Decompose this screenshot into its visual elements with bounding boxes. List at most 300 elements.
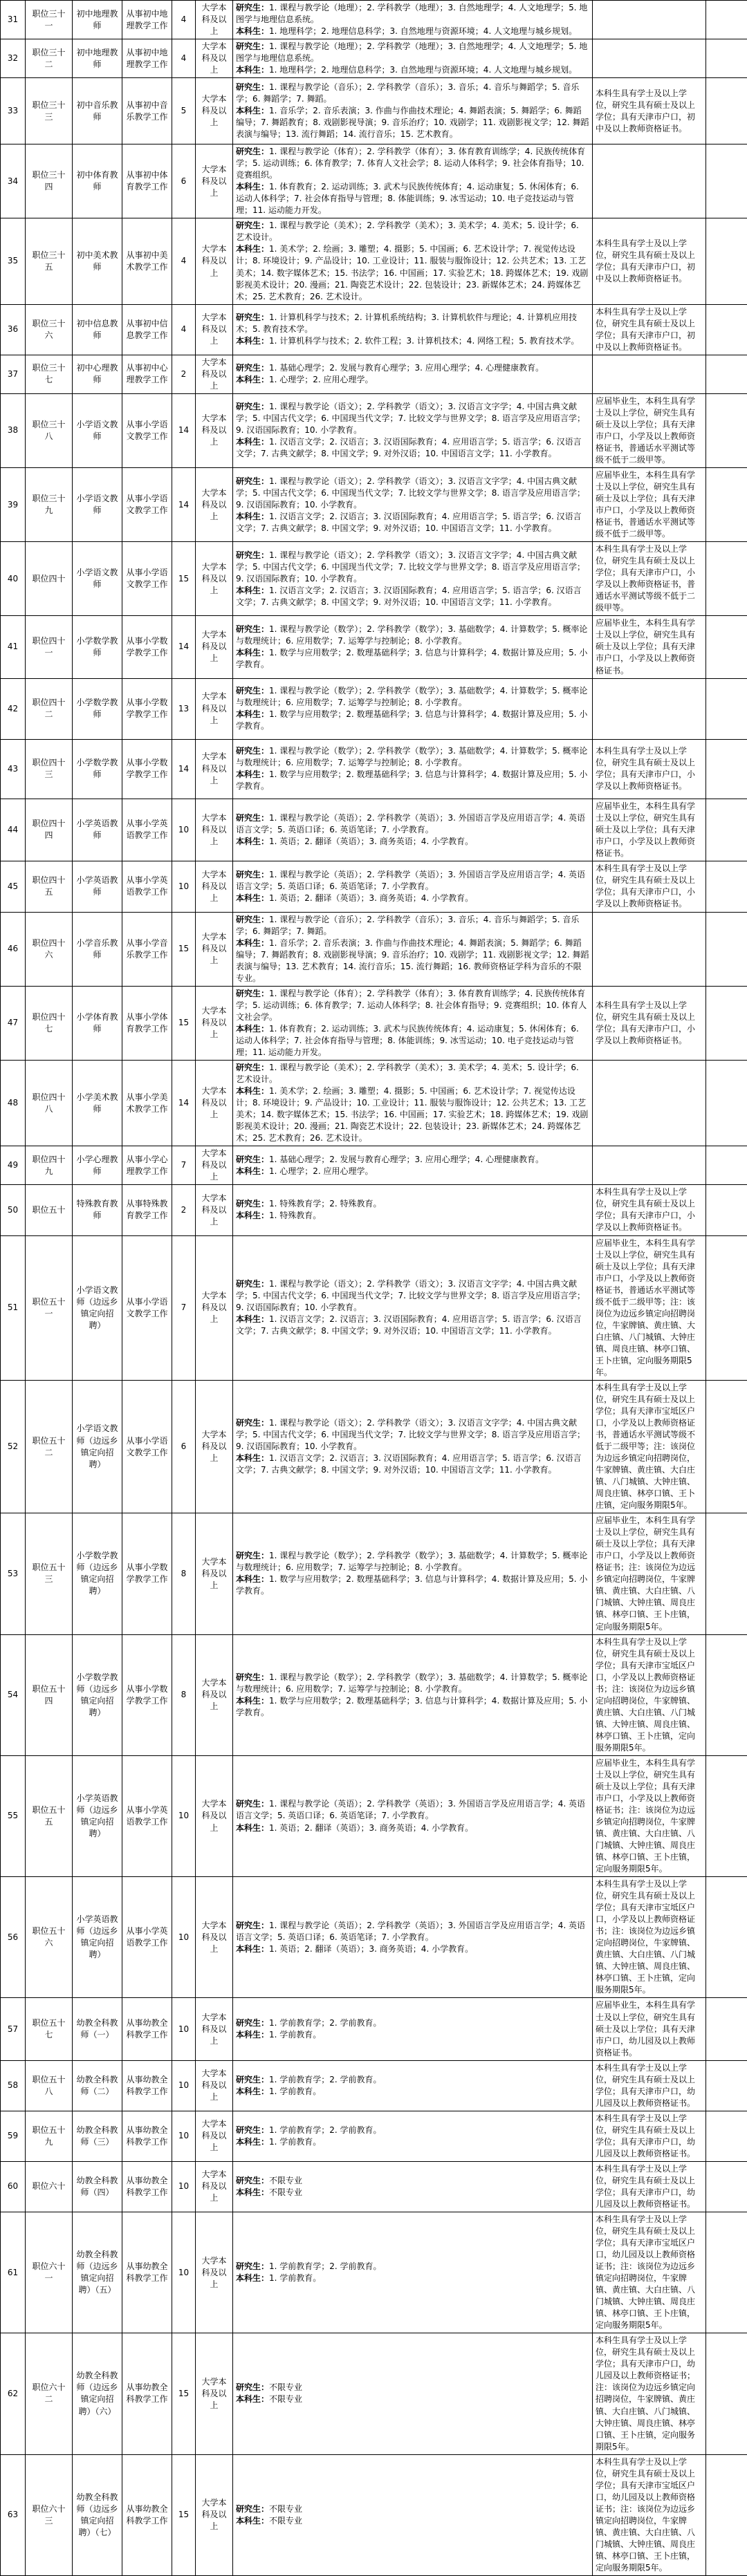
row-number-cell: 58: [1, 2060, 26, 2111]
headcount-cell: 10: [172, 2212, 196, 2333]
major-list-text: 1. 数学与应用数学；2. 数理基础科学；3. 信息与计算科学；4. 数据计算及应用；5. 小学教育。: [236, 1574, 587, 1596]
job-duty-cell: 从事幼教全科教学工作: [122, 2161, 172, 2212]
major-requirement-line: [236, 2515, 589, 2527]
major-requirement-line: [236, 220, 589, 243]
job-duty-cell: 从事小学语文教学工作: [122, 542, 172, 616]
education-cell: 大学本科及以上: [196, 1634, 233, 1755]
position-code-cell: 职位三十五: [26, 218, 73, 304]
position-code-cell: 职位三十一: [26, 1, 73, 39]
other-conditions-cell: 本科生具有学士及以上学位，研究生具有硕士及以上学位；具有天津市宝坻区户口，小学及以上教师资格证书，普通话水平测试等级不低于二级甲等；注：该岗位为边远乡镇定向招聘岗位，牛家牌镇、黄庄镇、大白庄镇、八门城镇、大钟庄镇、周良庄镇、林亭口镇、王卜庄镇，定向服务期限5年。: [593, 1380, 706, 1513]
education-cell: 大学本科及以上: [196, 1877, 233, 1998]
job-duty-cell: 从事小学语文教学工作: [122, 1235, 172, 1380]
position-code-cell: 职位三十八: [26, 393, 73, 467]
major-requirement-line: [236, 362, 589, 374]
job-duty-cell: 从事小学语文教学工作: [122, 393, 172, 467]
remarks-cell: [706, 304, 747, 355]
major-list-text: 1. 课程与教学论（数学）；2. 学科教学（数学）；3. 基础数学；4. 计算数学；5. 概率论与数理统计；6. 应用数学；7. 运筹学与控制论；8. 小学教育。: [236, 686, 587, 707]
major-requirement-line: [236, 2382, 589, 2393]
row-number-cell: 37: [1, 355, 26, 393]
remarks-cell: [706, 912, 747, 986]
other-conditions-cell: 本科生具有学士及以上学位，研究生具有硕士及以上学位；具有天津市户口，小学及以上教师资格证书。: [593, 986, 706, 1060]
other-conditions-cell: 应届毕业生，本科生具有学士及以上学位，研究生具有硕士及以上学位；具有天津市户口，小学及以上教师资格证书；注：该岗位为边远乡镇定向招聘岗位，牛家牌镇、黄庄镇、大白庄镇、八门城镇、大钟庄镇、周良庄镇、林亭口镇、王卜庄镇，定向服务期限5年。: [593, 1513, 706, 1634]
major-list-text: 1. 英语；2. 翻译（英语）；3. 商务英语；4. 小学教育。: [269, 1944, 473, 1954]
degree-level-label: 研究生：: [236, 2382, 269, 2392]
row-number-cell: 42: [1, 678, 26, 739]
table-row: [1, 1877, 747, 1998]
education-cell: 大学本科及以上: [196, 799, 233, 861]
remarks-cell: [706, 218, 747, 304]
major-requirements-cell: [233, 678, 593, 739]
education-cell: 大学本科及以上: [196, 1061, 233, 1146]
degree-level-label: 研究生：: [236, 870, 269, 879]
position-code-cell: 职位四十七: [26, 986, 73, 1060]
position-code-cell: 职位三十九: [26, 468, 73, 542]
major-requirements-cell: [233, 468, 593, 542]
major-list-text: 1. 学前教育。: [269, 2030, 321, 2040]
major-requirement-line: [236, 685, 589, 709]
row-number-cell: 45: [1, 861, 26, 912]
remarks-cell: [706, 678, 747, 739]
degree-level-label: 研究生：: [236, 2018, 269, 2028]
position-code-cell: 职位四十一: [26, 616, 73, 678]
other-conditions-cell: 应届毕业生，本科生具有学士及以上学位，研究生具有硕士及以上学位；具有天津市户口，小学及以上教师资格证书。: [593, 616, 706, 678]
major-requirement-line: [236, 836, 589, 848]
row-number-cell: 56: [1, 1877, 26, 1998]
major-requirement-line: [236, 988, 589, 1023]
table-row: [1, 1, 747, 39]
education-cell: 大学本科及以上: [196, 912, 233, 986]
major-list-text: 1. 特殊教育学；2. 特殊教育。: [269, 1199, 382, 1208]
major-list-text: 1. 学前教育学；2. 学前教育。: [269, 2018, 382, 2028]
major-list-text: 1. 学前教育学；2. 学前教育。: [269, 2125, 382, 2135]
post-name-cell: 小学音乐教师: [73, 912, 122, 986]
major-requirement-line: [236, 1198, 589, 1210]
education-cell: 大学本科及以上: [196, 304, 233, 355]
education-cell: 大学本科及以上: [196, 2212, 233, 2333]
row-number-cell: 44: [1, 799, 26, 861]
education-cell: 大学本科及以上: [196, 78, 233, 144]
education-cell: 大学本科及以上: [196, 1, 233, 39]
degree-level-label: 本科生：: [236, 1211, 269, 1220]
major-requirement-line: [236, 1798, 589, 1822]
other-conditions-cell: [593, 1061, 706, 1146]
major-requirement-line: [236, 914, 589, 937]
headcount-cell: 4: [172, 39, 196, 78]
major-requirement-line: [236, 1943, 589, 1955]
major-requirements-cell: [233, 912, 593, 986]
major-list-text: 1. 课程与教学论（数学）；2. 学科教学（数学）；3. 基础数学；4. 计算数学；5. 概率论与数理统计；6. 应用数学；7. 运筹学与控制论；8. 小学教育。: [236, 1672, 587, 1694]
job-duty-cell: 从事小学语文教学工作: [122, 1380, 172, 1513]
major-requirements-cell: [233, 2454, 593, 2575]
job-duty-cell: 从事小学英语教学工作: [122, 861, 172, 912]
major-requirement-line: [236, 937, 589, 984]
major-requirement-line: [236, 1453, 589, 1476]
major-requirements-cell: [233, 1877, 593, 1998]
major-list-text: 1. 心理学；2. 应用心理学。: [269, 375, 374, 384]
major-list-text: 不限专业: [269, 2176, 302, 2185]
position-code-cell: 职位五十六: [26, 1877, 73, 1998]
headcount-cell: 15: [172, 986, 196, 1060]
major-requirement-line: [236, 2187, 589, 2199]
remarks-cell: [706, 1061, 747, 1146]
remarks-cell: [706, 861, 747, 912]
major-list-text: 1. 地理科学；2. 地理信息科学；3. 自然地理与资源环境；4. 人文地理与城乡规划。: [269, 65, 577, 75]
major-requirement-line: [236, 1023, 589, 1058]
job-duty-cell: 从事小学美术教学工作: [122, 1061, 172, 1146]
education-cell: 大学本科及以上: [196, 542, 233, 616]
degree-level-label: 本科生：: [236, 1453, 269, 1463]
education-cell: 大学本科及以上: [196, 2333, 233, 2454]
headcount-cell: 15: [172, 542, 196, 616]
degree-level-label: 研究生：: [236, 624, 269, 634]
post-name-cell: 小学语文教师: [73, 393, 122, 467]
education-cell: 大学本科及以上: [196, 678, 233, 739]
row-number-cell: 59: [1, 2111, 26, 2161]
table-row: [1, 861, 747, 912]
row-number-cell: 41: [1, 616, 26, 678]
major-list-text: 1. 课程与教学论（英语）；2. 学科教学（英语）；3. 外国语言学及应用语言学；4. 英语语言文学；5. 英语口译；6. 英语笔译；7. 小学教育。: [236, 813, 585, 834]
headcount-cell: 6: [172, 1380, 196, 1513]
major-requirement-line: [236, 812, 589, 836]
position-code-cell: 职位三十四: [26, 144, 73, 218]
degree-level-label: 本科生：: [236, 2030, 269, 2040]
major-requirement-line: [236, 2029, 589, 2041]
post-name-cell: 初中地理教师: [73, 39, 122, 78]
row-number-cell: 31: [1, 1, 26, 39]
degree-level-label: 本科生：: [236, 1086, 269, 1096]
major-requirements-cell: [233, 861, 593, 912]
headcount-cell: 14: [172, 739, 196, 799]
job-duty-cell: 从事初中心理教学工作: [122, 355, 172, 393]
major-requirements-cell: [233, 739, 593, 799]
major-list-text: 1. 课程与教学论（音乐）；2. 学科教学（音乐）；3. 音乐；4. 音乐与舞蹈学；5. 音乐学；6. 舞蹈学；7. 舞蹈。: [236, 82, 579, 104]
post-name-cell: 小学英语教师: [73, 799, 122, 861]
degree-level-label: 本科生：: [236, 2087, 269, 2096]
position-code-cell: 职位四十八: [26, 1061, 73, 1146]
job-duty-cell: 从事小学音乐教学工作: [122, 912, 172, 986]
job-duty-cell: 从事小学体育教学工作: [122, 986, 172, 1060]
degree-level-label: 研究生：: [236, 1921, 269, 1930]
degree-level-label: 本科生：: [236, 244, 269, 254]
major-list-text: 1. 特殊教育。: [269, 1211, 321, 1220]
degree-level-label: 研究生：: [236, 312, 269, 322]
position-code-cell: 职位四十三: [26, 739, 73, 799]
other-conditions-cell: 本科生具有学士及以上学位，研究生具有硕士及以上学位；具有天津市户口，初中及以上教师资格证书。: [593, 218, 706, 304]
table-row: [1, 2111, 747, 2161]
major-list-text: 不限专业: [269, 2504, 302, 2514]
remarks-cell: [706, 39, 747, 78]
degree-level-label: 本科生：: [236, 26, 269, 36]
table-row: [1, 986, 747, 1060]
headcount-cell: 7: [172, 1235, 196, 1380]
degree-level-label: 研究生：: [236, 41, 269, 51]
major-list-text: 1. 地理科学；2. 地理信息科学；3. 自然地理与资源环境；4. 人文地理与城乡规划。: [269, 26, 577, 36]
education-cell: 大学本科及以上: [196, 2060, 233, 2111]
remarks-cell: [706, 393, 747, 467]
position-code-cell: 职位五十七: [26, 1998, 73, 2060]
headcount-cell: 4: [172, 1, 196, 39]
degree-level-label: 本科生：: [236, 1024, 269, 1034]
row-number-cell: 51: [1, 1235, 26, 1380]
headcount-cell: 10: [172, 1877, 196, 1998]
row-number-cell: 39: [1, 468, 26, 542]
headcount-cell: 10: [172, 861, 196, 912]
major-list-text: 不限专业: [269, 2516, 302, 2526]
remarks-cell: [706, 355, 747, 393]
post-name-cell: 小学数学教师（边远乡镇定向招聘）: [73, 1634, 122, 1755]
major-list-text: 1. 课程与教学论（语文）；2. 学科教学（语文）；3. 汉语言文字学；4. 中国古典文献学；5. 中国古代文学；6. 中国现当代文学；7. 比较文学与世界文学；8. 语言学及应用语言学；9. 汉语国际教育；10. 小学教育。: [236, 1418, 585, 1451]
degree-level-label: 研究生：: [236, 363, 269, 373]
post-name-cell: 小学数学教师（边远乡镇定向招聘）: [73, 1513, 122, 1634]
headcount-cell: 4: [172, 304, 196, 355]
degree-level-label: 研究生：: [236, 2504, 269, 2514]
major-requirements-cell: [233, 1146, 593, 1185]
other-conditions-cell: [593, 39, 706, 78]
position-code-cell: 职位五十五: [26, 1755, 73, 1876]
major-requirements-cell: [233, 2060, 593, 2111]
remarks-cell: [706, 1513, 747, 1634]
headcount-cell: 14: [172, 393, 196, 467]
major-requirements-cell: [233, 1998, 593, 2060]
major-list-text: 1. 计算机科学与技术；2. 计算机系统结构；3. 计算机软件与理论；4. 计算机应用技术；5. 教育技术学。: [236, 312, 577, 334]
major-requirements-cell: [233, 1380, 593, 1513]
post-name-cell: 小学语文教师（边远乡镇定向招聘）: [73, 1380, 122, 1513]
post-name-cell: 小学数学教师: [73, 616, 122, 678]
degree-level-label: 本科生：: [236, 586, 269, 595]
job-duty-cell: 从事小学数学教学工作: [122, 1634, 172, 1755]
major-requirement-line: [236, 893, 589, 904]
education-cell: 大学本科及以上: [196, 1146, 233, 1185]
job-duty-cell: 从事初中音乐教学工作: [122, 78, 172, 144]
remarks-cell: [706, 2060, 747, 2111]
major-list-text: 不限专业: [269, 2394, 302, 2404]
position-code-cell: 职位四十: [26, 542, 73, 616]
major-list-text: 1. 课程与教学论（语文）；2. 学科教学（语文）；3. 汉语言文字学；4. 中国古典文献学；5. 中国古代文学；6. 中国现当代文学；7. 比较文学与世界文学；8. 语言学及应用语言学；9. 汉语国际教育；10. 小学教育。: [236, 1279, 585, 1312]
major-requirement-line: [236, 2261, 589, 2272]
post-name-cell: 幼教全科教师（三）: [73, 2111, 122, 2161]
other-conditions-cell: 本科生具有学士及以上学位，研究生具有硕士及以上学位；具有天津市户口，幼儿园及以上教师资格证书。: [593, 2161, 706, 2212]
major-requirements-cell: [233, 2161, 593, 2212]
major-list-text: 1. 数学与应用数学；2. 数理基础科学；3. 信息与计算科学；4. 数据计算及应用；5. 小学教育。: [236, 709, 587, 731]
other-conditions-cell: 本科生具有学士及以上学位，研究生具有硕士及以上学位；具有天津市宝坻区户口，幼儿园及以上教师资格证书；注：该岗位为边远乡镇定向招聘岗位，牛家牌镇、黄庄镇、大白庄镇、八门城镇、大钟庄镇、周良庄镇、林亭口镇、王卜庄镇，定向服务期限5年。: [593, 2212, 706, 2333]
major-requirements-cell: [233, 355, 593, 393]
other-conditions-cell: [593, 1146, 706, 1185]
major-requirement-line: [236, 769, 589, 792]
degree-level-label: 本科生：: [236, 709, 269, 719]
degree-level-label: 研究生：: [236, 147, 269, 156]
headcount-cell: 5: [172, 78, 196, 144]
degree-level-label: 研究生：: [236, 2125, 269, 2135]
other-conditions-cell: [593, 1, 706, 39]
post-name-cell: 初中地理教师: [73, 1, 122, 39]
major-list-text: 1. 学前教育。: [269, 2273, 321, 2283]
post-name-cell: 初中信息教师: [73, 304, 122, 355]
education-cell: 大学本科及以上: [196, 393, 233, 467]
row-number-cell: 46: [1, 912, 26, 986]
major-requirement-line: [236, 2175, 589, 2187]
headcount-cell: 10: [172, 2111, 196, 2161]
post-name-cell: 小学语文教师: [73, 468, 122, 542]
remarks-cell: [706, 1877, 747, 1998]
table-row: [1, 2333, 747, 2454]
row-number-cell: 32: [1, 39, 26, 78]
table-row: [1, 1146, 747, 1185]
other-conditions-cell: 应届毕业生，本科生具有学士及以上学位，研究生具有硕士及以上学位；具有天津市户口，小学及以上教师资格证书；注：该岗位为边远乡镇定向招聘岗位，牛家牌镇、黄庄镇、大白庄镇、八门城镇、大钟庄镇、周良庄镇、林亭口镇、王卜庄镇，定向服务期限5年。: [593, 1755, 706, 1876]
major-requirement-line: [236, 2125, 589, 2136]
degree-level-label: 研究生：: [236, 1551, 269, 1560]
headcount-cell: 15: [172, 2454, 196, 2575]
job-duty-cell: 从事幼教全科教学工作: [122, 2454, 172, 2575]
row-number-cell: 36: [1, 304, 26, 355]
remarks-cell: [706, 78, 747, 144]
major-requirement-line: [236, 1822, 589, 1834]
major-list-text: 1. 汉语言文学；2. 汉语言；3. 汉语国际教育；4. 应用语言学；5. 语言学；6. 汉语言文学；7. 古典文献学；8. 中国文学；9. 对外汉语；10. 中国语言文学；11. 小学教育。: [236, 512, 582, 533]
major-requirement-line: [236, 401, 589, 436]
other-conditions-cell: 本科生具有学士及以上学位，研究生具有硕士及以上学位；具有天津市户口，小学及以上教师资格证书，普通话水平测试等级不低于二级甲等。: [593, 542, 706, 616]
table-row: [1, 616, 747, 678]
degree-level-label: 研究生：: [236, 1279, 269, 1289]
degree-level-label: 研究生：: [236, 813, 269, 823]
major-requirement-line: [236, 1920, 589, 1943]
job-duty-cell: 从事初中地理教学工作: [122, 39, 172, 78]
job-duty-cell: 从事幼教全科教学工作: [122, 1998, 172, 2060]
major-requirement-line: [236, 41, 589, 64]
position-code-cell: 职位五十四: [26, 1634, 73, 1755]
major-list-text: 1. 课程与教学论（英语）；2. 学科教学（英语）；3. 外国语言学及应用语言学；4. 英语语言文学；5. 英语口译；6. 英语笔译；7. 小学教育。: [236, 1799, 585, 1820]
remarks-cell: [706, 1634, 747, 1755]
major-requirement-line: [236, 1574, 589, 1597]
row-number-cell: 34: [1, 144, 26, 218]
major-requirements-cell: [233, 218, 593, 304]
major-requirements-cell: [233, 1235, 593, 1380]
row-number-cell: 62: [1, 2333, 26, 2454]
row-number-cell: 54: [1, 1634, 26, 1755]
post-name-cell: 小学体育教师: [73, 986, 122, 1060]
major-requirement-line: [236, 550, 589, 585]
degree-level-label: 本科生：: [236, 2273, 269, 2283]
table-row: [1, 542, 747, 616]
degree-level-label: 研究生：: [236, 476, 269, 486]
table-row: [1, 1755, 747, 1876]
education-cell: 大学本科及以上: [196, 468, 233, 542]
major-requirement-line: [236, 2074, 589, 2086]
row-number-cell: 52: [1, 1380, 26, 1513]
major-requirement-line: [236, 1166, 589, 1177]
major-requirement-line: [236, 1062, 589, 1085]
other-conditions-cell: 应届毕业生，本科生具有学士及以上学位，研究生具有硕士及以上学位；具有天津市户口，小学及以上教师资格证书。: [593, 799, 706, 861]
remarks-cell: [706, 616, 747, 678]
table-body: [1, 1, 747, 2576]
remarks-cell: [706, 1185, 747, 1235]
remarks-cell: [706, 144, 747, 218]
major-list-text: 1. 学前教育学；2. 学前教育。: [269, 2075, 382, 2084]
row-number-cell: 60: [1, 2161, 26, 2212]
position-code-cell: 职位五十八: [26, 2060, 73, 2111]
job-duty-cell: 从事初中地理教学工作: [122, 1, 172, 39]
major-list-text: 1. 英语；2. 翻译（英语）；3. 商务英语；4. 小学教育。: [269, 837, 473, 846]
major-list-text: 1. 美术学；2. 绘画；3. 雕塑；4. 摄影；5. 中国画；6. 艺术设计学；7. 视觉传达设计；8. 环境设计；9. 产品设计；10. 工业设计；11. 服装与服饰设计；12. 公共艺术；13. 工艺美术；14. 数字媒体艺术；15. 书法学；16. 中国画；17. 实验艺术；18. 跨媒体艺术；19. 戏剧影视美术设计；20. 漫画；21. 陶瓷艺术设计；22. 包装设计；23. 新媒体艺术；24. 跨媒体艺术；25. 艺术教育；26. 艺术设计。: [236, 1086, 588, 1143]
job-duty-cell: 从事初中信息教学工作: [122, 304, 172, 355]
major-requirement-line: [236, 1278, 589, 1314]
education-cell: 大学本科及以上: [196, 1235, 233, 1380]
major-list-text: 不限专业: [269, 2382, 302, 2392]
degree-level-label: 本科生：: [236, 2394, 269, 2404]
headcount-cell: 14: [172, 616, 196, 678]
degree-level-label: 研究生：: [236, 1418, 269, 1428]
row-number-cell: 43: [1, 739, 26, 799]
table-row: [1, 39, 747, 78]
table-row: [1, 2161, 747, 2212]
row-number-cell: 33: [1, 78, 26, 144]
major-requirement-line: [236, 2017, 589, 2029]
major-list-text: 1. 课程与教学论（语文）；2. 学科教学（语文）；3. 汉语言文字学；4. 中国古典文献学；5. 中国古代文学；6. 中国现当代文学；7. 比较文学与世界文学；8. 语言学及应用语言学；9. 汉语国际教育；10. 小学教育。: [236, 476, 585, 510]
post-name-cell: 幼教全科教师（四）: [73, 2161, 122, 2212]
education-cell: 大学本科及以上: [196, 355, 233, 393]
education-cell: 大学本科及以上: [196, 986, 233, 1060]
post-name-cell: 小学数学教师: [73, 739, 122, 799]
table-row: [1, 355, 747, 393]
degree-level-label: 本科生：: [236, 1944, 269, 1954]
major-requirement-line: [236, 745, 589, 769]
major-requirement-line: [236, 26, 589, 37]
remarks-cell: [706, 2454, 747, 2575]
table-row: [1, 1061, 747, 1146]
major-requirement-line: [236, 2272, 589, 2284]
major-list-text: 1. 心理学；2. 应用心理学。: [269, 1166, 374, 1176]
remarks-cell: [706, 468, 747, 542]
post-name-cell: 小学语文教师（边远乡镇定向招聘）: [73, 1235, 122, 1380]
other-conditions-cell: 应届毕业生，本科生具有学士及以上学位，研究生具有硕士及以上学位；具有天津市户口，小学及以上教师资格证书，普通话水平测试等级不低于二级甲等。: [593, 393, 706, 467]
position-code-cell: 职位三十三: [26, 78, 73, 144]
major-list-text: 1. 学前教育。: [269, 2137, 321, 2147]
major-list-text: 1. 基础心理学；2. 发展与教育心理学；3. 应用心理学；4. 心理健康教育。: [269, 1155, 544, 1164]
other-conditions-cell: 本科生具有学士及以上学位，研究生具有硕士及以上学位；具有天津市户口，幼儿园及以上教师资格证书。: [593, 2060, 706, 2111]
row-number-cell: 35: [1, 218, 26, 304]
row-number-cell: 40: [1, 542, 26, 616]
other-conditions-cell: 本科生具有学士及以上学位，研究生具有硕士及以上学位；具有天津市户口，幼儿园及以上教师资格证书；注：该岗位为边远乡镇定向招聘岗位，牛家牌镇、黄庄镇、大白庄镇、八门城镇、大钟庄镇、周良庄镇、林亭口镇、王卜庄镇，定向服务期限5年。: [593, 2333, 706, 2454]
major-list-text: 1. 课程与教学论（数学）；2. 学科教学（数学）；3. 基础数学；4. 计算数学；5. 概率论与数理统计；6. 应用数学；7. 运筹学与控制论；8. 小学教育。: [236, 746, 587, 767]
table-row: [1, 2212, 747, 2333]
headcount-cell: 10: [172, 2161, 196, 2212]
major-requirements-cell: [233, 986, 593, 1060]
major-list-text: 1. 音乐学；2. 音乐表演；3. 作曲与作曲技术理论；4. 舞蹈表演；5. 舞蹈学；6. 舞蹈编导；7. 舞蹈教育；8. 戏剧影视导演；9. 音乐治疗；10. 戏剧学；11. 戏剧影视文学；12. 舞蹈表演与编导；13. 艺术教育；14. 流行音乐；15. 流行舞蹈；16. 教师资格证学科为音乐的不限专业。: [236, 938, 589, 983]
row-number-cell: 53: [1, 1513, 26, 1634]
degree-level-label: 研究生：: [236, 989, 269, 998]
table-row: [1, 2454, 747, 2575]
table-row: [1, 912, 747, 986]
remarks-cell: [706, 1235, 747, 1380]
major-list-text: 1. 汉语言文学；2. 汉语言；3. 汉语国际教育；4. 应用语言学；5. 语言学；6. 汉语言文学；7. 古典文献学；8. 中国文学；9. 对外汉语；10. 中国语言文学；11. 小学教育。: [236, 586, 582, 607]
major-requirements-cell: [233, 1513, 593, 1634]
post-name-cell: 小学英语教师（边远乡镇定向招聘）: [73, 1877, 122, 1998]
major-requirement-line: [236, 181, 589, 216]
degree-level-label: 研究生：: [236, 686, 269, 696]
headcount-cell: 10: [172, 799, 196, 861]
major-requirements-cell: [233, 1755, 593, 1876]
degree-level-label: 研究生：: [236, 2176, 269, 2185]
headcount-cell: 4: [172, 218, 196, 304]
major-list-text: 1. 计算机科学与技术；2. 软件工程；3. 计算机技术；4. 网络工程；5. 教育技术学。: [269, 336, 579, 346]
other-conditions-cell: 本科生具有学士及以上学位，研究生具有硕士及以上学位；具有天津市户口，小学及以上教师资格证书。: [593, 739, 706, 799]
major-requirement-line: [236, 436, 589, 460]
major-list-text: 不限专业: [269, 2187, 302, 2197]
post-name-cell: 初中心理教师: [73, 355, 122, 393]
row-number-cell: 57: [1, 1998, 26, 2060]
major-requirement-line: [236, 1417, 589, 1453]
major-list-text: 1. 课程与教学论（语文）；2. 学科教学（语文）；3. 汉语言文字学；4. 中国古典文献学；5. 中国古代文学；6. 中国现当代文学；7. 比较文学与世界文学；8. 语言学及应用语言学；9. 汉语国际教育；10. 小学教育。: [236, 550, 585, 584]
major-requirement-line: [236, 374, 589, 386]
remarks-cell: [706, 1146, 747, 1185]
